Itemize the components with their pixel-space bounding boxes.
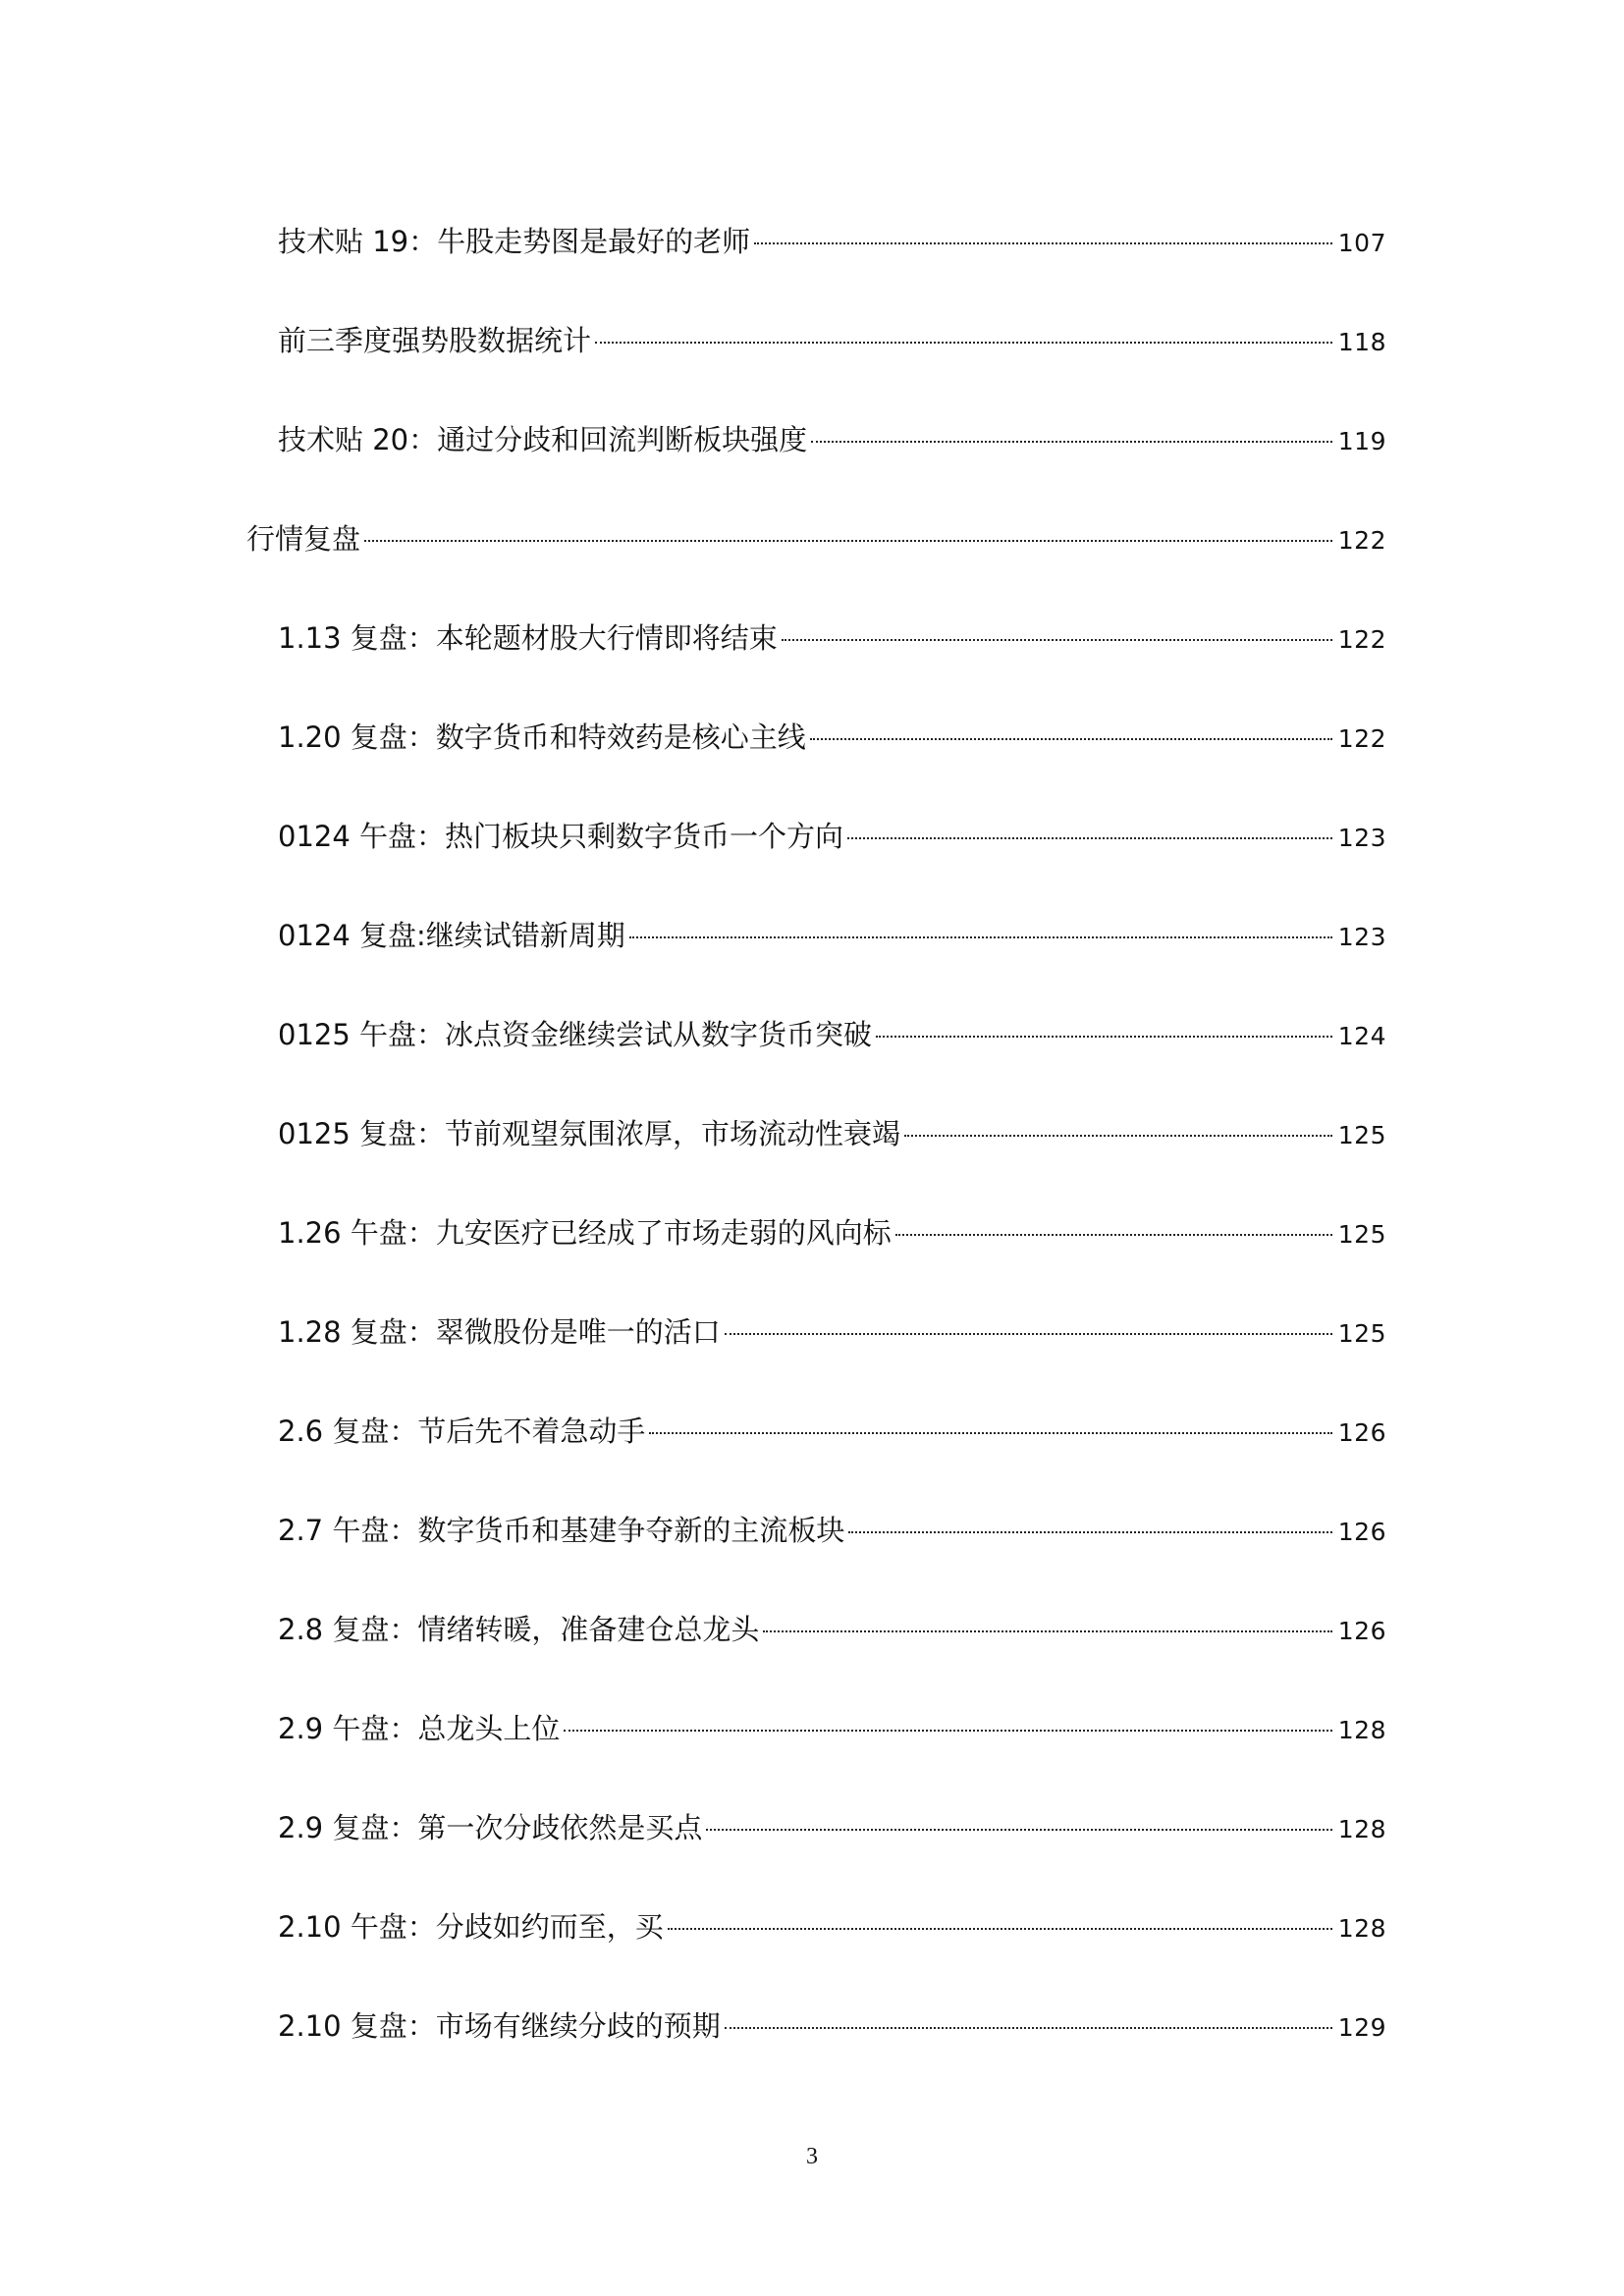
toc-entry-title: 2.9 午盘：总龙头上位 bbox=[278, 1712, 561, 1745]
toc-entry[interactable] bbox=[278, 1112, 1386, 1155]
toc-entry-page: 128 bbox=[1337, 1914, 1386, 1943]
toc-entry-page: 123 bbox=[1337, 923, 1386, 951]
toc-dot-leader bbox=[811, 441, 1332, 443]
toc-entry[interactable] bbox=[278, 319, 1386, 362]
toc-dot-leader bbox=[763, 1630, 1331, 1632]
toc-dot-leader bbox=[895, 1234, 1332, 1236]
toc-entry[interactable] bbox=[278, 1806, 1386, 1849]
toc-entry-page: 123 bbox=[1337, 824, 1386, 852]
toc-entry-page: 126 bbox=[1337, 1617, 1386, 1645]
toc-entry-page: 107 bbox=[1337, 229, 1386, 257]
toc-entry-page: 126 bbox=[1337, 1518, 1386, 1546]
toc-entry-title: 2.8 复盘：情绪转暖，准备建仓总龙头 bbox=[278, 1613, 760, 1646]
toc-dot-leader bbox=[848, 1531, 1331, 1533]
toc-dot-leader bbox=[876, 1036, 1332, 1038]
toc-dot-leader bbox=[649, 1432, 1331, 1434]
toc-entry-page: 128 bbox=[1337, 1815, 1386, 1843]
toc-entry[interactable] bbox=[278, 815, 1386, 858]
toc-entry-page: 122 bbox=[1337, 724, 1386, 753]
toc-entry-page: 118 bbox=[1337, 328, 1386, 356]
toc-dot-leader bbox=[782, 639, 1332, 641]
toc-dot-leader bbox=[904, 1135, 1332, 1137]
toc-entry-page: 122 bbox=[1337, 526, 1386, 555]
toc-entry[interactable] bbox=[278, 418, 1386, 461]
toc-dot-leader bbox=[725, 1333, 1332, 1335]
toc-entry[interactable] bbox=[278, 616, 1386, 660]
toc-entry-title: 技术贴 20：通过分歧和回流判断板块强度 bbox=[278, 423, 808, 456]
toc-entry-page: 129 bbox=[1337, 2013, 1386, 2042]
toc-entry-title: 技术贴 19：牛股走势图是最好的老师 bbox=[278, 225, 751, 258]
toc-entry-page: 125 bbox=[1337, 1319, 1386, 1348]
toc-dot-leader bbox=[564, 1730, 1331, 1732]
toc-dot-leader bbox=[706, 1829, 1331, 1831]
toc-entry-title: 前三季度强势股数据统计 bbox=[278, 324, 592, 357]
toc-dot-leader bbox=[595, 342, 1332, 344]
toc-entry[interactable] bbox=[278, 1608, 1386, 1651]
toc-entry[interactable] bbox=[278, 2004, 1386, 2048]
toc-entry[interactable] bbox=[278, 716, 1386, 759]
toc-entry-title: 1.13 复盘：本轮题材股大行情即将结束 bbox=[278, 621, 778, 655]
toc-entry-title: 1.20 复盘：数字货币和特效药是核心主线 bbox=[278, 721, 806, 754]
toc-entry-title: 行情复盘 bbox=[246, 522, 361, 556]
toc-entry-title: 2.10 复盘：市场有继续分歧的预期 bbox=[278, 2009, 721, 2043]
toc-entry-title: 2.9 复盘：第一次分歧依然是买点 bbox=[278, 1811, 703, 1844]
toc-dot-leader bbox=[754, 242, 1332, 244]
toc-entry-page: 128 bbox=[1337, 1716, 1386, 1744]
toc-entry-title: 0125 午盘：冰点资金继续尝试从数字货币突破 bbox=[278, 1018, 873, 1051]
page-number: 3 bbox=[806, 2144, 818, 2169]
toc-dot-leader bbox=[668, 1928, 1332, 1930]
toc-entry[interactable] bbox=[278, 1410, 1386, 1453]
toc-entry[interactable] bbox=[246, 517, 1386, 561]
toc-entry-page: 124 bbox=[1337, 1022, 1386, 1050]
toc-entry[interactable] bbox=[278, 1905, 1386, 1949]
toc-entry-title: 2.10 午盘：分歧如约而至，买 bbox=[278, 1910, 664, 1944]
toc-dot-leader bbox=[810, 738, 1332, 740]
toc-dot-leader bbox=[725, 2027, 1332, 2029]
toc-entry-title: 2.6 复盘：节后先不着急动手 bbox=[278, 1415, 646, 1448]
toc-dot-leader bbox=[847, 837, 1332, 839]
toc-dot-leader bbox=[629, 936, 1332, 938]
toc-entry[interactable] bbox=[278, 914, 1386, 957]
toc-entry-page: 122 bbox=[1337, 625, 1386, 654]
toc-entry-page: 126 bbox=[1337, 1418, 1386, 1447]
toc-entry[interactable] bbox=[278, 1211, 1386, 1255]
toc-entry[interactable] bbox=[278, 1013, 1386, 1056]
toc-entry-title: 1.26 午盘：九安医疗已经成了市场走弱的风向标 bbox=[278, 1216, 892, 1250]
toc-entry-page: 119 bbox=[1337, 427, 1386, 455]
toc-entry[interactable] bbox=[278, 1707, 1386, 1750]
toc-entry-page: 125 bbox=[1337, 1220, 1386, 1249]
toc-entry[interactable] bbox=[278, 220, 1386, 263]
toc-dot-leader bbox=[364, 540, 1332, 542]
toc-entry-page: 125 bbox=[1337, 1121, 1386, 1149]
toc-entry-title: 0124 复盘:继续试错新周期 bbox=[278, 919, 625, 952]
toc-entry[interactable] bbox=[278, 1509, 1386, 1552]
toc-entry-title: 2.7 午盘：数字货币和基建争夺新的主流板块 bbox=[278, 1514, 845, 1547]
toc-entry-title: 0124 午盘：热门板块只剩数字货币一个方向 bbox=[278, 820, 844, 853]
toc-entry[interactable] bbox=[278, 1310, 1386, 1354]
toc-entry-title: 0125 复盘：节前观望氛围浓厚，市场流动性衰竭 bbox=[278, 1117, 901, 1150]
toc-entry-title: 1.28 复盘：翠微股份是唯一的活口 bbox=[278, 1315, 721, 1349]
